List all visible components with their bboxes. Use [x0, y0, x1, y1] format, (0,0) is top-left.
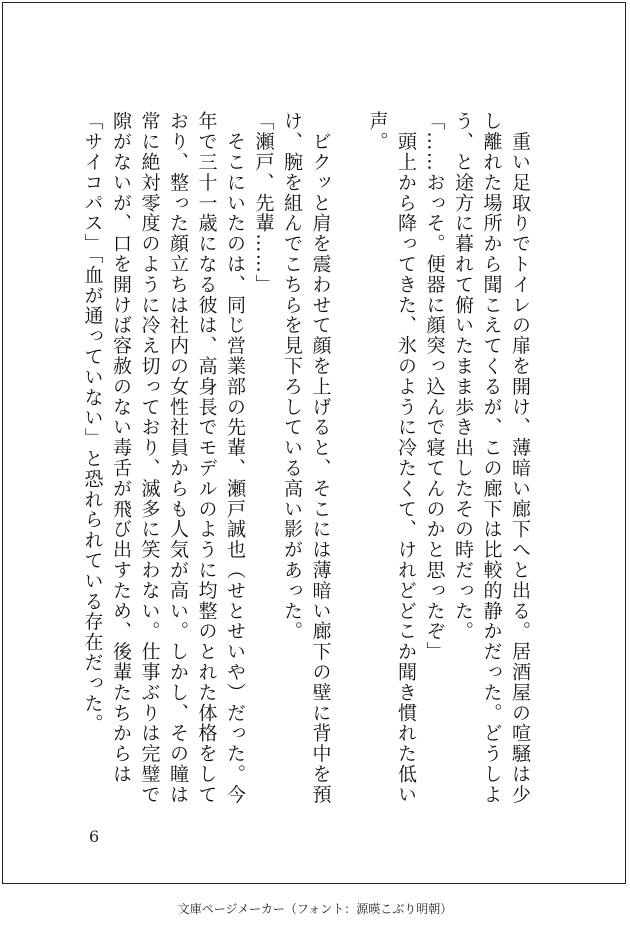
page-number: 6: [89, 827, 100, 846]
footer-caption: 文庫ページメーカー（フォント：源暎こぶり明朝）: [177, 902, 453, 916]
blank-line: [335, 111, 364, 819]
paragraph-narration-2: 頭上から降ってきた、氷のように冷たくて、けれどどこか聞き慣れた低い声。: [366, 111, 417, 805]
book-page: [2, 2, 626, 884]
paragraph-narration-4: そこにいたのは、同じ営業部の先輩、瀬戸誠也（せとせいや）だった。今年で三十一歳になる彼は、高身長でモデルのように均整のとれた体格をしており、整った顔立ちは社内の女性社員からも人気が高い。しかし、その瞳は常に絶対零度のように冷え切っており、滅多に笑わない。仕事ぶりは完璧で隙がないが、口を開けば容赦のない毒舌が飛び出すため、後輩たちからは「サイコパス」「血が通っていない」と恐れられている存在だった。: [81, 111, 246, 805]
paragraph-dialogue-2: 「瀬戸、先輩……」: [252, 111, 275, 295]
paragraph-narration-3: ビクッと肩を震わせて顔を上げると、そこには薄暗い廊下の壁に背中を預け、腕を組んでこちらを見下ろしている高い影があった。: [281, 111, 332, 805]
vertical-body-text: [78, 111, 534, 819]
paragraph-dialogue-1: 「……おっそ。便器に顔突っ込んで寝てんのかと思ったぞ」: [423, 111, 446, 662]
paragraph-narration-1: 重い足取りでトイレの扉を開け、薄暗い廊下へと出る。居酒屋の喧騒は少し離れた場所から聞こえてくるが、この廊下は比較的静かだった。どうしよう、と途方に暮れて俯いたまま歩き出したその時だった。: [452, 111, 531, 805]
